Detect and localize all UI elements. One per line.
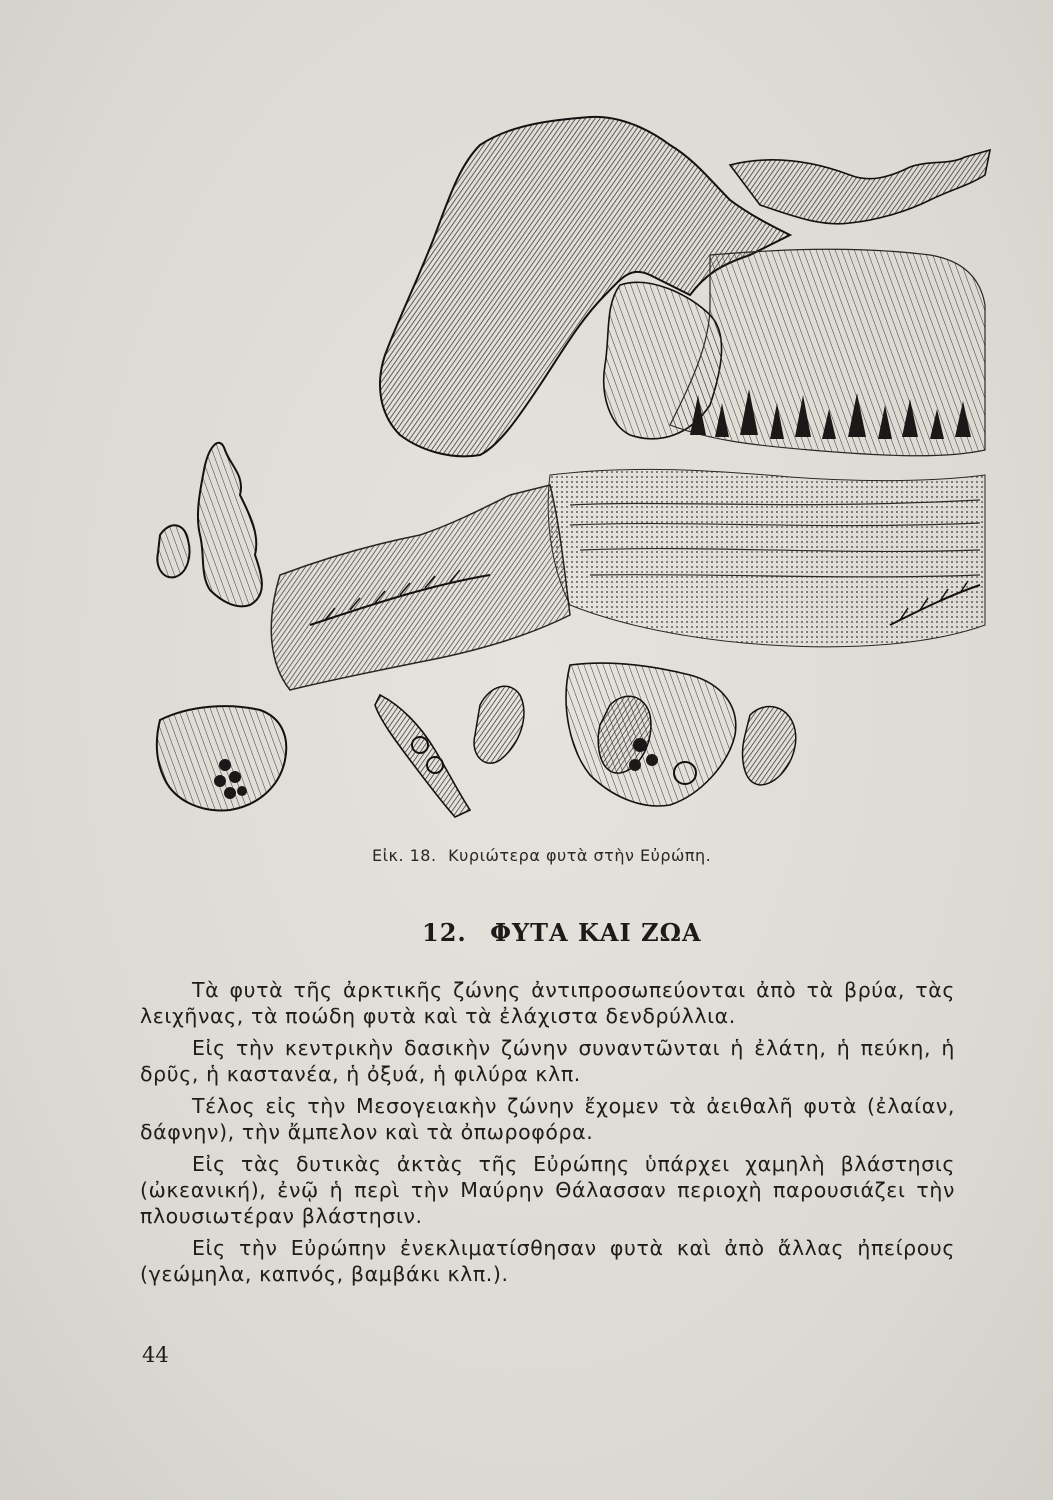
paragraph: Εἰς τὴν Εὐρώπην ἐνεκλιματίσθησαν φυτὰ καὶ ἀπὸ ἄλλας ἠπείρους (γεώμηλα, καπνός, βαμβάκι κλπ.). (140, 1236, 955, 1286)
map-drawing (150, 105, 995, 830)
page-number: 44 (142, 1343, 169, 1367)
section-title: ΦΥΤΑ ΚΑΙ ΖΩΑ (490, 918, 702, 947)
paragraph: Εἰς τὴν κεντρικὴν δασικὴν ζώνην συναντῶνται ἡ ἐλάτη, ἡ πεύκη, ἡ δρῦς, ἡ καστανέα, ἡ ὀξυά, ἡ φιλύρα κλπ. (140, 1036, 955, 1086)
paragraph: Εἰς τὰς δυτικὰς ἀκτὰς τῆς Εὐρώπης ὑπάρχει χαμηλὴ βλάστησις (ὠκεανική), ἐνῷ ἡ περὶ τὴν Μαύρην Θάλασσαν περιοχὴ παρουσιάζει τὴν πλουσιωτέραν βλάστησιν. (140, 1152, 955, 1228)
steppe-zone (548, 469, 985, 646)
paragraph: Τὰ φυτὰ τῆς ἀρκτικῆς ζώνης ἀντιπροσωπεύονται ἀπὸ τὰ βρύα, τὰς λειχῆνας, τὰ ποώδη φυτὰ καὶ τὰ ἐλάχιστα δενδρύλλια. (140, 978, 955, 1028)
europe-vegetation-map (150, 105, 995, 830)
great-britain (198, 443, 262, 607)
arctic-coast (730, 150, 990, 224)
caption-label: Εἰκ. 18. (372, 846, 437, 865)
caption-text: Κυριώτερα φυτὰ στὴν Εὐρώπη. (448, 846, 712, 865)
section-number: 12. (422, 918, 467, 947)
italy (375, 695, 470, 817)
figure-caption (372, 846, 717, 865)
ireland (157, 525, 189, 577)
body-text (140, 977, 955, 1293)
central-europe (271, 485, 570, 690)
section-heading (422, 918, 702, 947)
paragraph: Τέλος εἰς τὴν Μεσογειακὴν ζώνην ἔχομεν τὰ ἀειθαλῆ φυτὰ (ἐλαίαν, δάφνην), τὴν ἄμπελον καὶ τὰ ὀπωροφόρα. (140, 1094, 955, 1144)
iberia (157, 706, 287, 810)
